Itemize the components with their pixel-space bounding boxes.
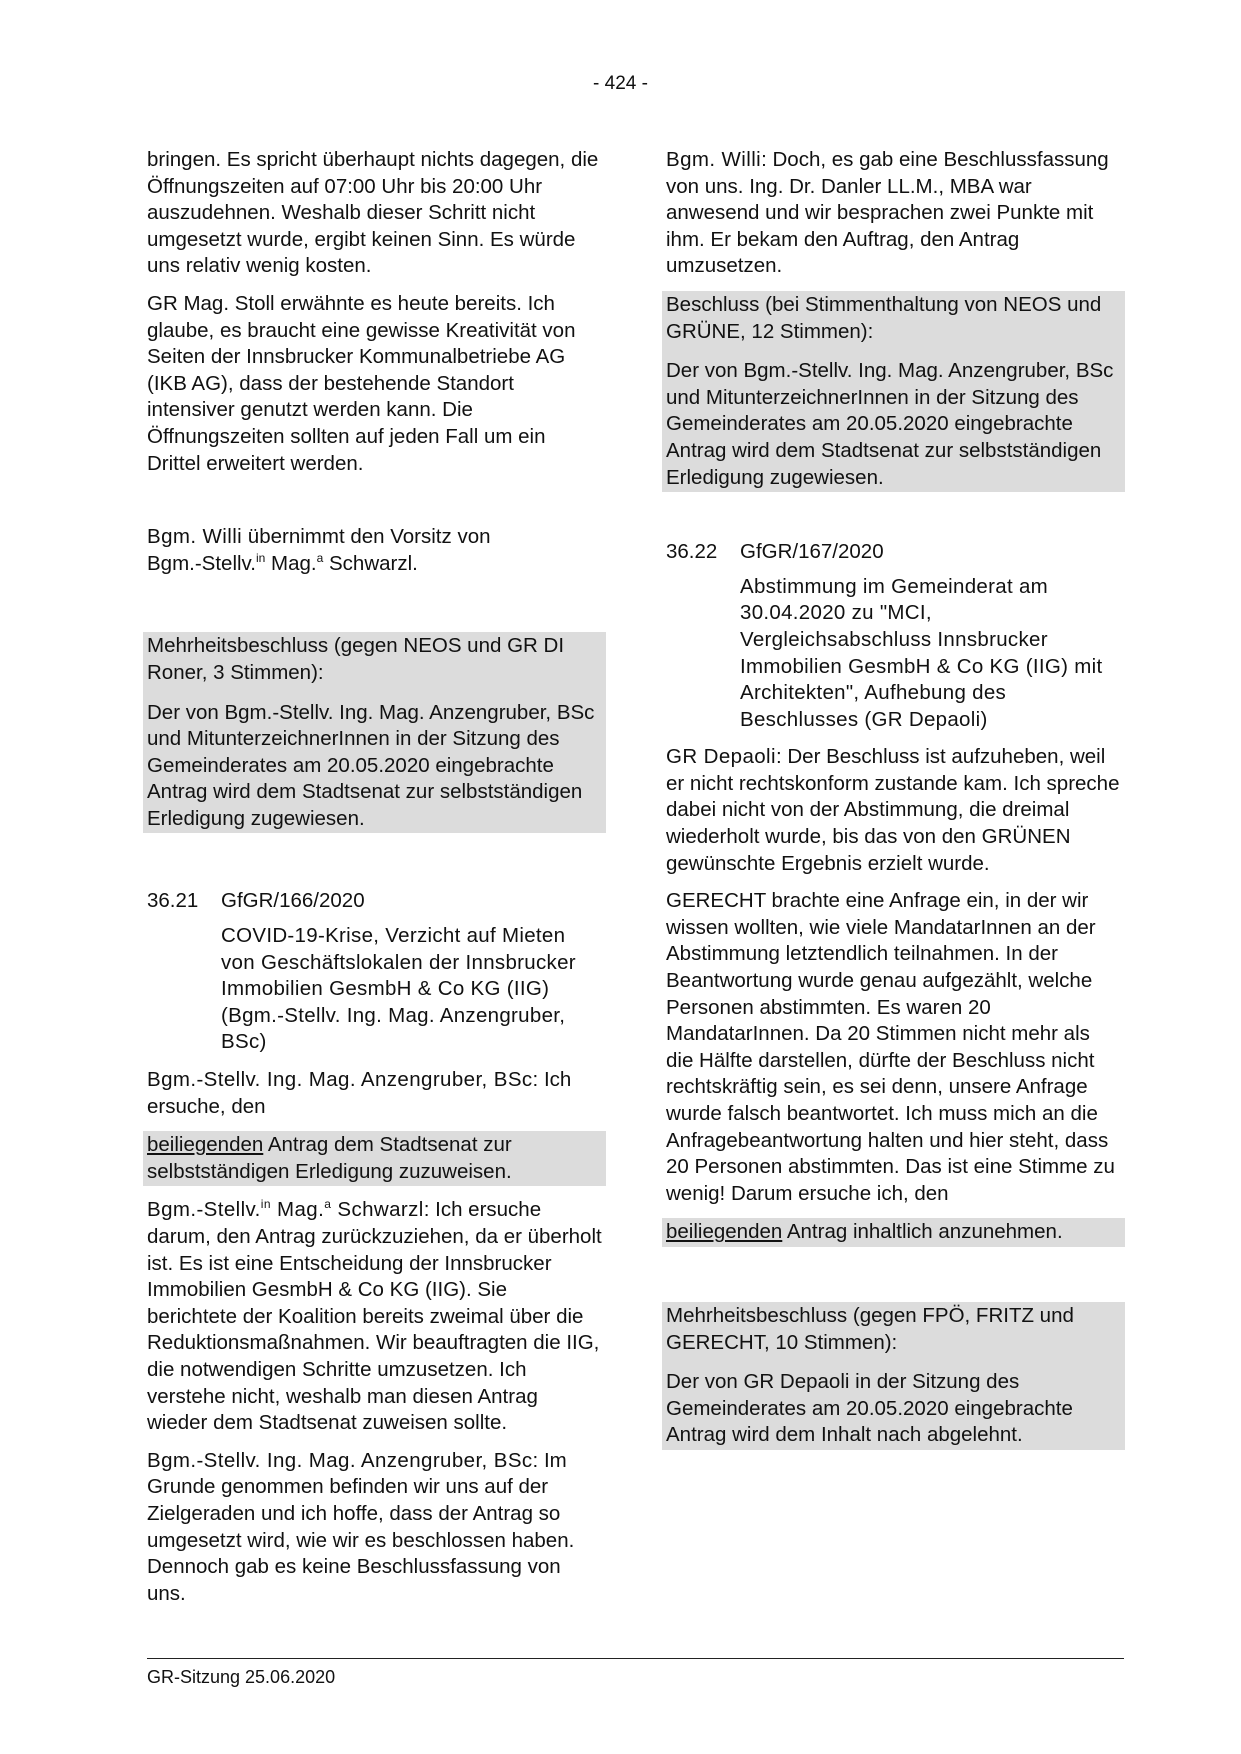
- speaker-name: Bgm.-Stellv.$^{in}$ Mag.$^a$ Schwarzl: [147, 1197, 424, 1222]
- motion-text: beiliegenden Antrag dem Stadtsenat zur selbstständigen Erledigung zuzuweisen.: [143, 1131, 606, 1186]
- speaker-name: Bgm. Willi: [147, 525, 243, 549]
- speaker-name: Bgm. Willi: [666, 148, 762, 171]
- agenda-item-number: 36.21: [147, 889, 199, 913]
- speaker-name: Bgm.-Stellv. Ing. Mag. Anzengruber, BSc: [147, 1448, 533, 1472]
- right-column: [666, 147, 1121, 1461]
- speaker-name: Bgm.-Stellv. Ing. Mag. Anzengruber, BSc: [147, 1068, 533, 1092]
- speech: Bgm. Willi: Doch, es gab eine Beschlussfassung von uns. Ing. Dr. Danler LL.M., MBA war anwesend und wir besprachen zwei Punkte mit ihm. Er bekam den Auftrag, den Antrag umzusetzen.: [666, 148, 1109, 278]
- paragraph: GERECHT brachte eine Anfrage ein, in der wir wissen wollten, wie viele MandatarInnen an der Abstimmung letztendlich teilnahmen. In der Beantwortung wurde genau aufgezählt, welche Personen abstimmten. Es waren 20 MandatarInnen. Da 20 Stimmen nicht mehr als die Hälfte darstellen, dürfte der Beschluss nicht rechtskräftig sein, es sei denn, unsere Anfrage wurde falsch beantwortet. Ich muss mich an die Anfragebeantwortung halten und hier steht, dass 20 Personen abstimmten. Das ist eine Stimme zu wenig! Darum ersuche ich, den: [666, 889, 1115, 1205]
- agenda-item-header: [666, 539, 1121, 566]
- paragraph: GR Mag. Stoll erwähnte es heute bereits. Ich glaube, es braucht eine gewisse Kreativität von Seiten der Innsbrucker Kommunalbetriebe AG (IKB AG), dass der bestehende Standort intensiver genutzt werden kann. Die Öffnungszeiten sollten auf jeden Fall um ein Drittel erweitert werden.: [147, 291, 576, 475]
- decision-heading: Beschluss (bei Stimmenthaltung von NEOS und GRÜNE, 12 Stimmen):: [662, 291, 1125, 346]
- speaker-name: GR Depaoli: [666, 745, 776, 769]
- left-column: [147, 147, 602, 1618]
- speech: Bgm.-Stellv. Ing. Mag. Anzengruber, BSc: Im Grunde genommen befinden wir uns auf der Zielgeraden und ich hoffe, dass der Antrag so umgesetzt wird, wie wir es beschlossen haben. Dennoch gab es keine Beschlussfassung von uns.: [147, 1448, 575, 1605]
- agenda-item-header: [147, 888, 602, 915]
- page-number: - 424 -: [593, 73, 648, 94]
- footer-session-date: GR-Sitzung 25.06.2020: [147, 1667, 336, 1687]
- agenda-item-title: COVID-19-Krise, Verzicht auf Mieten von Geschäftslokalen der Innsbrucker Immobilien GesmbH & Co KG (IIG) (Bgm.-Stellv. Ing. Mag. Anzengruber, BSc): [221, 924, 576, 1054]
- decision-heading: Mehrheitsbeschluss (gegen FPÖ, FRITZ und GERECHT, 10 Stimmen):: [662, 1302, 1125, 1357]
- decision-heading: Mehrheitsbeschluss (gegen NEOS und GR DI Roner, 3 Stimmen):: [143, 632, 606, 687]
- agenda-item-title: Abstimmung im Gemeinderat am 30.04.2020 zu "MCI, Vergleichsabschluss Innsbrucker Immobilien GesmbH & Co KG (IIG) mit Architekten", Aufhebung des Beschlusses (GR Depaoli): [740, 574, 1103, 731]
- paragraph: bringen. Es spricht überhaupt nichts dagegen, die Öffnungszeiten auf 07:00 Uhr bis 20:00 Uhr auszudehnen. Weshalb dieser Schritt nicht umgesetzt wurde, ergibt keinen Sinn. Es würde uns relativ wenig kosten.: [147, 148, 599, 278]
- motion-text: beiliegenden Antrag inhaltlich anzunehmen.: [662, 1218, 1125, 1247]
- decision-text: Der von Bgm.-Stellv. Ing. Mag. Anzengruber, BSc und MitunterzeichnerInnen in der Sitzung des Gemeinderates am 20.05.2020 eingebrachte Antrag wird dem Stadtsenat zur selbstständigen Erledigung zugewiesen.: [143, 688, 606, 834]
- speech: GR Depaoli: Der Beschluss ist aufzuheben, weil er nicht rechtskonform zustande kam. Ich spreche dabei nicht von der Abstimmung, die dreimal wiederholt wurde, bis das von den GRÜNEN gewünschte Ergebnis erzielt wurde.: [666, 745, 1120, 875]
- decision-text: Der von GR Depaoli in der Sitzung des Gemeinderates am 20.05.2020 eingebrachte Antrag wird dem Inhalt nach abgelehnt.: [662, 1357, 1125, 1450]
- chair-change-note: Bgm. Willi übernimmt den Vorsitz von Bgm.-Stellv.$^{in}$ Mag.$^a$ Schwarzl.: [147, 525, 491, 575]
- decision-text: Der von Bgm.-Stellv. Ing. Mag. Anzengruber, BSc und MitunterzeichnerInnen in der Sitzung des Gemeinderates am 20.05.2020 eingebrachte Antrag wird dem Stadtsenat zur selbstständigen Erledigung zugewiesen.: [662, 346, 1125, 492]
- agenda-item-reference: GfGR/167/2020: [740, 540, 884, 564]
- speech: Bgm.-Stellv.$^{in}$ Mag.$^a$ Schwarzl: Ich ersuche darum, den Antrag zurückzuziehen, da er überholt ist. Es ist eine Entscheidung der Innsbrucker Immobilien GesmbH & Co KG (IIG). Sie berichtete der Koalition bereits zweimal über die Reduktionsmaßnahmen. Wir beauftragten die IIG, die notwendigen Schritte umzusetzen. Ich verstehe nicht, weshalb man diesen Antrag wieder dem Stadtsenat zuweisen sollte.: [147, 1197, 602, 1435]
- footer-divider: [147, 1658, 1124, 1659]
- agenda-item-reference: GfGR/166/2020: [221, 889, 365, 913]
- speech: Bgm.-Stellv. Ing. Mag. Anzengruber, BSc: Ich ersuche, den: [147, 1068, 572, 1118]
- agenda-item-number: 36.22: [666, 540, 718, 564]
